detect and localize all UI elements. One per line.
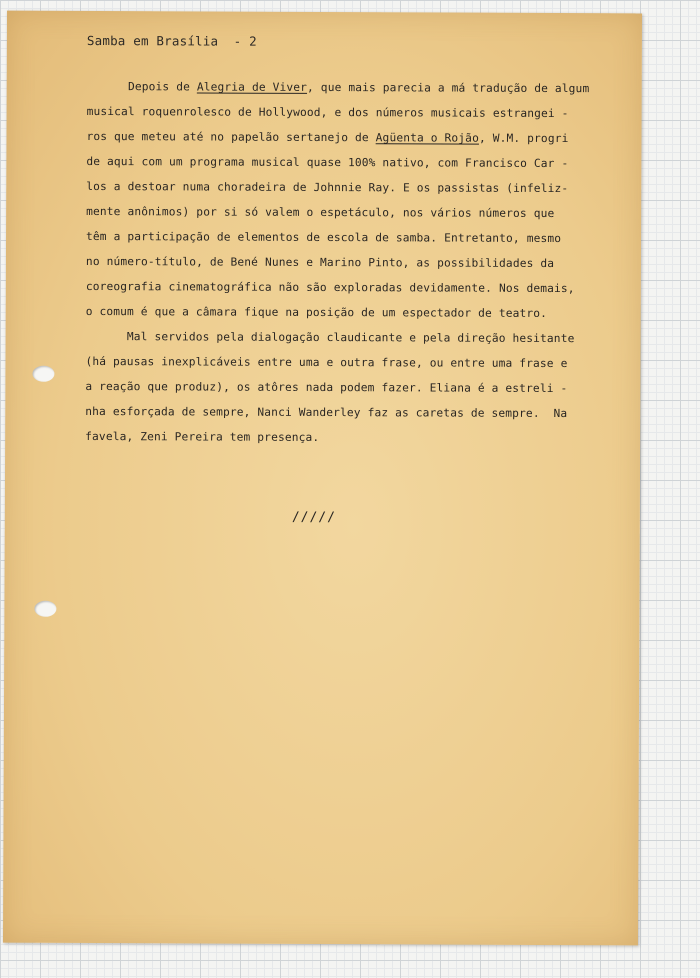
text-line [86,324,626,351]
text-line [86,299,626,326]
text-segment: los a destoar numa choradeira de Johnnie Ray. E os passistas (infeliz- [86,179,569,196]
text-segment: musical roquenrolesco de Hollywood, e dos números musicais estrangei - [86,104,569,121]
text-segment: Mal servidos pela dialogação claudicante e pela direção hesitante [85,329,575,346]
text-segment: a reação que produz), os atôres nada podem fazer. Eliana é a estreli - [85,379,568,396]
text-segment: nha esforçada de sempre, Nanci Wanderley faz as caretas de sempre. Na [85,404,568,421]
text-segment: de aqui com um programa musical quase 100% nativo, com Francisco Car - [86,154,569,171]
typewritten-page [3,11,642,946]
header-title: Samba em Brasília [86,32,219,49]
underlined-title: Agüenta o Rojão [375,131,480,145]
text-segment: (há pausas inexplicáveis entre uma e outra frase, ou entre uma frase e [85,354,568,371]
text-line [86,124,626,151]
paragraph [86,74,627,326]
text-line [86,249,626,276]
text-line [86,149,626,176]
text-segment: favela, Zeni Pereira tem presença. [85,429,320,444]
text-line [85,349,625,376]
punch-hole [32,366,54,382]
text-line [85,424,625,451]
punch-hole [34,601,56,617]
underlined-title: Alegria de Viver [196,80,308,94]
header-separator: - [233,33,242,49]
body-text [85,74,627,451]
text-line [85,399,625,426]
text-segment: mente anônimos) por si só valem o espetáculo, nos vários números que [86,204,555,221]
text-line [85,374,625,401]
text-line [86,274,626,301]
text-segment: ros que meteu até no papelão sertanejo de [86,129,376,145]
text-segment: , W.M. progri [478,131,569,146]
text-segment: o comum é que a câmara fique na posição de um espectador de teatro. [85,304,548,320]
text-segment: Depois de [86,79,197,94]
text-line [86,224,626,251]
text-segment: no número-título, de Bené Nunes e Marino Pinto, as possibilidades da [85,254,555,271]
text-line [86,199,626,226]
closing-mark: ///// [291,509,337,526]
header-page-number: 2 [249,33,257,49]
text-segment: , que mais parecia a má tradução de algum [307,80,590,96]
text-line [87,99,627,126]
text-segment: têm a participação de elementos de escola de samba. Entretanto, mesmo [86,229,562,246]
text-segment: coreografia cinematográfica não são exploradas devidamente. Nos demais, [85,279,575,296]
text-line [86,174,626,201]
page-header [87,33,257,49]
paragraph [85,324,626,451]
text-line [87,74,627,101]
